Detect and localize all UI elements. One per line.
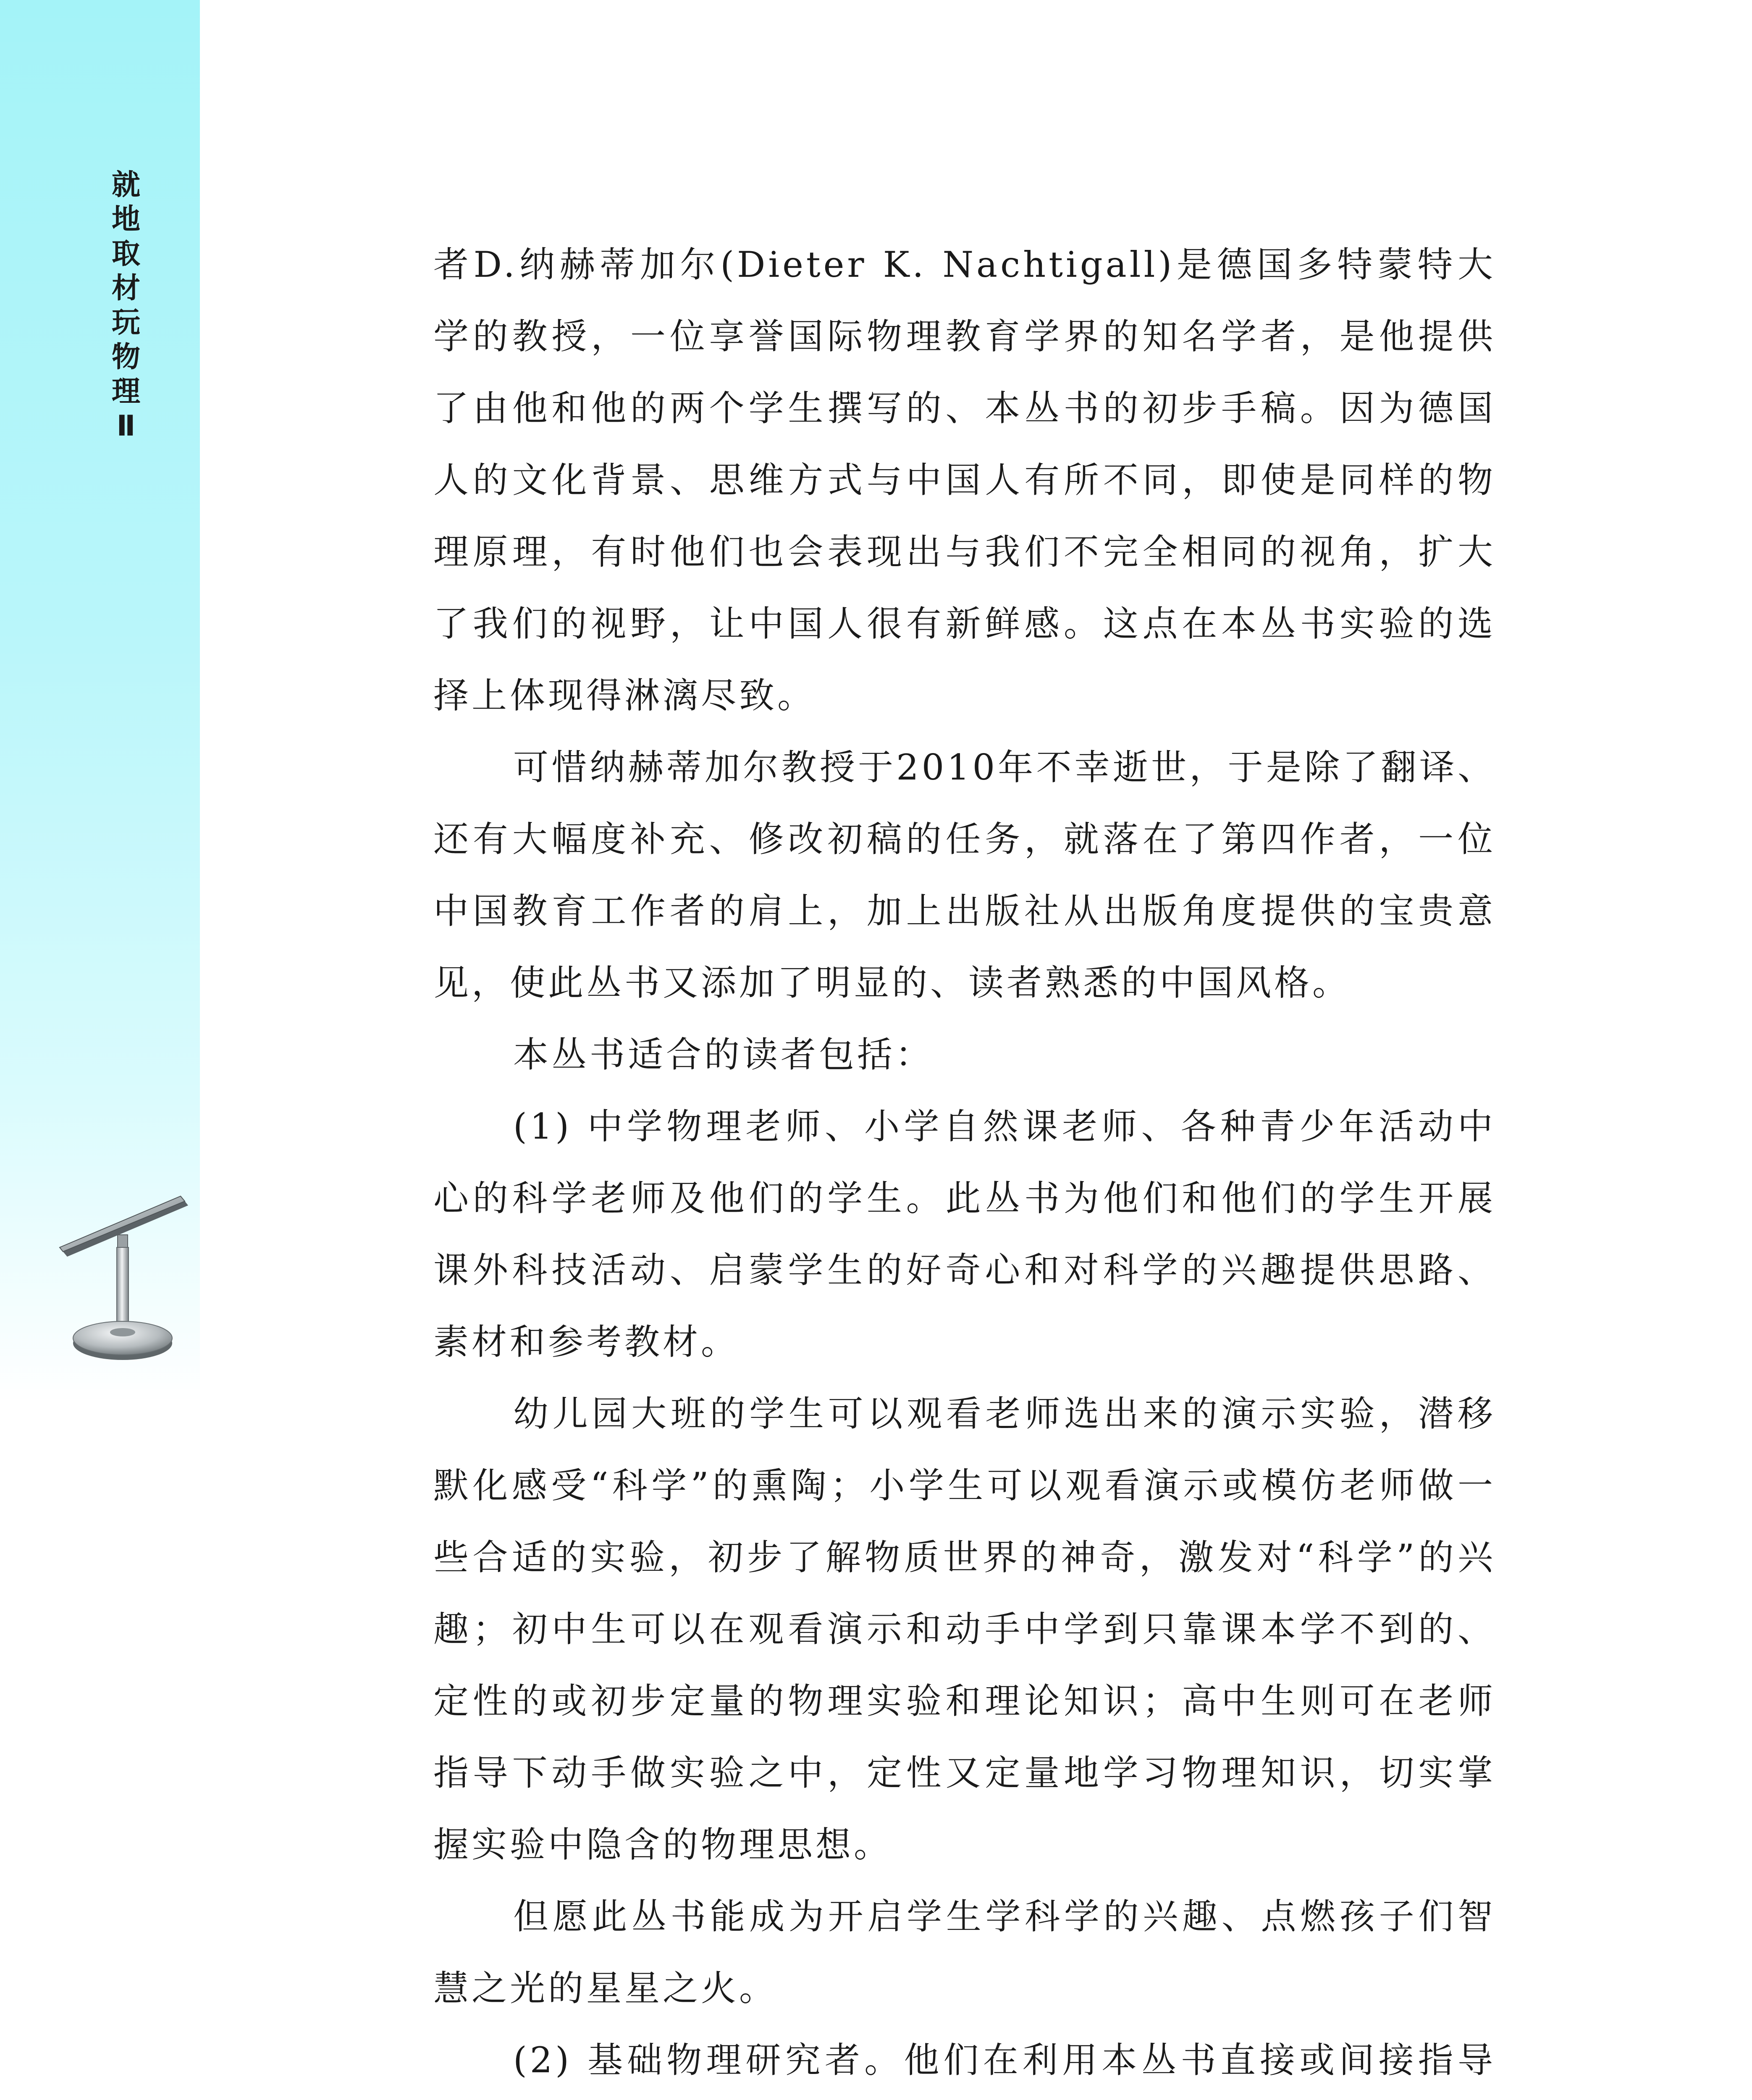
paragraph-5: 幼儿园大班的学生可以观看老师选出来的演示实验，潜移默化感受“科学”的熏陶；小学生可以观看演示或模仿老师做一些合适的实验，初步了解物质世界的神奇，激发对“科学”的兴趣；初中生可以在观看演示和动手中学到只靠课本学不到的、定性的或初步定量的物理实验和理论知识；高中生则可在老师指导下动手做实验之中，定性又定量地学习物理知识，切实掌握实验中隐含的物理思想。 bbox=[433, 1393, 1496, 1865]
paragraph-7: (2) 基础物理研究者。他们在利用本丛书直接或间接指导 bbox=[513, 2040, 1496, 2081]
paragraph-6: 但愿此丛书能成为开启学生学科学的兴趣、点燃孩子们智慧之光的星星之火。 bbox=[433, 1896, 1496, 2009]
paragraph-2: 可惜纳赫蒂加尔教授于2010年不幸逝世，于是除了翻译、还有大幅度补充、修改初稿的任务，就落在了第四作者，一位中国教育工作者的肩上，加上出版社从出版角度提供的宝贵意见，使此丛书又添加了明显的、读者熟悉的中国风格。 bbox=[433, 747, 1496, 1003]
main-text bbox=[433, 229, 1496, 2100]
stand-with-tilted-plate-icon bbox=[55, 1184, 193, 1361]
paragraph-3: 本丛书适合的读者包括： bbox=[513, 1034, 934, 1075]
paragraph-1: 者D.纳赫蒂加尔(Dieter K. Nachtigall)是德国多特蒙特大学的教授，一位享誉国际物理教育学界的知名学者，是他提供了由他和他的两个学生撰写的、本丛书的初步手稿。因为德国人的文化背景、思维方式与中国人有所不同，即使是同样的物理原理，有时他们也会表现出与我们不完全相同的视角，扩大了我们的视野，让中国人很有新鲜感。这点在本丛书实验的选择上体现得淋漓尽致。 bbox=[433, 244, 1496, 716]
sidebar-band bbox=[0, 0, 200, 1403]
paragraph-4: (1) 中学物理老师、小学自然课老师、各种青少年活动中心的科学老师及他们的学生。此丛书为他们和他们的学生开展课外科技活动、启蒙学生的好奇心和对科学的兴趣提供思路、素材和参考教材。 bbox=[433, 1106, 1496, 1362]
series-title: 就地取材玩物理Ⅱ bbox=[111, 168, 140, 443]
